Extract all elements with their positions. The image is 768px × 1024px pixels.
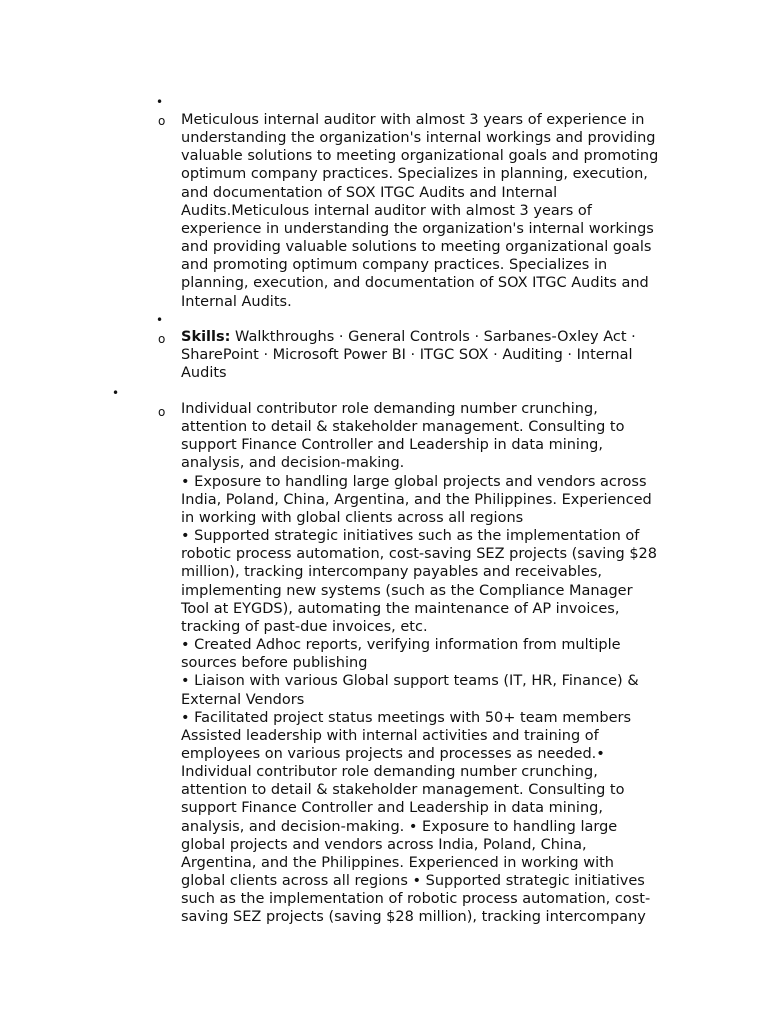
bullet-circle-marker: o	[158, 332, 166, 346]
skills-list: Walkthroughs · General Controls · Sarbanes-Oxley Act · SharePoint · Microsoft Power BI · ITGC SOX · Auditing · Internal Audits	[181, 329, 636, 382]
summary-paragraph: Meticulous internal auditor with almost 3 years of experience in understanding the organization's internal workings and providing valuable solutions to meeting organizational goals and promoting optimum company practices. Specializes in planning, execution, and documentation of SOX ITGC Audits and Internal Audits.Meticulous internal auditor with almost 3 years of experience in understanding the organization's internal workings and providing valuable solutions to meeting organizational goals and promoting optimum company practices. Specializes in planning, execution, and documentation of SOX ITGC Audits and Internal Audits.	[181, 112, 659, 310]
skills-label: Skills:	[181, 329, 231, 345]
experience-paragraph: Individual contributor role demanding number crunching, attention to detail & stakeholder management. Consulting to support Finance Controller and Leadership in data mining, analysis, and decision-making. • Exposure to handling large global projects and vendors across India, Poland, China, Argentina, and the Philippines. Experienced in working with global clients across all regions • Supported strategic initiatives such as the implementation of robotic process automation, cost-saving SEZ projects (saving $28 million), tracking intercompany payables and receivables, implementing new systems (such as the Compliance Manager Tool at EYGDS), automating the maintenance of AP invoices, tracking of past-due invoices, etc. • Created Adhoc reports, verifying information from multiple sources before publishing • Liaison with various Global support teams (IT, HR, Finance) & External Vendors • Facilitated project status meetings with 50+ team members Assisted leadership with internal activities and training of employees on various projects and processes as needed.• Individual contributor role demanding number crunching, attention to detail & stakeholder management. Consulting to support Finance Controller and Leadership in data mining, analysis, and decision-making. • Exposure to handling large global projects and vendors across India, Poland, China, Argentina, and the Philippines. Experienced in working with global clients across all regions • Supported strategic initiatives such as the implementation of robotic process automation, cost- saving SEZ projects (saving $28 million), tracking intercompany	[181, 401, 658, 926]
bullet-disc-marker: •	[112, 386, 120, 400]
bullet-circle-marker: o	[158, 405, 166, 419]
skills-paragraph	[181, 328, 681, 382]
bullet-circle-marker: o	[158, 114, 166, 128]
bullet-disc-marker: •	[156, 313, 164, 327]
bullet-disc-marker: •	[156, 95, 164, 109]
